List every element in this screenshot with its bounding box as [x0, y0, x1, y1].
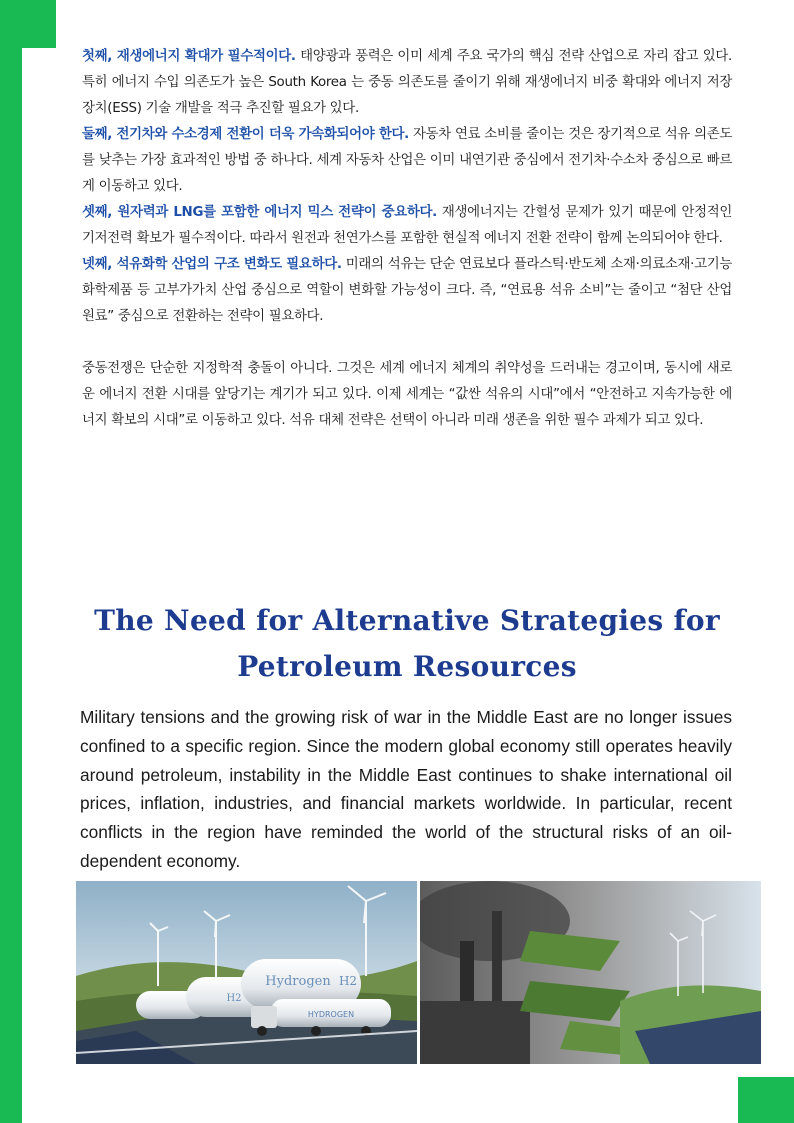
- paragraph-text: 재생에너지는 간헐성 문제가 있기 때문에 안정적인 기저전력 확보가 필수적이다. 따라서 원전과 천연가스를 포함한 현실적 에너지 전환 전략이 함께 논의되어야 한다.: [82, 205, 732, 246]
- paragraph-energy-mix: [82, 200, 732, 252]
- section-title: The Need for Alternative Strategies for Petroleum Resources: [94, 604, 720, 683]
- paragraph-renewable: [82, 44, 732, 122]
- tank-label: Hydrogen: [265, 974, 331, 989]
- korean-section: [82, 44, 732, 434]
- left-accent-bar: [0, 0, 22, 1123]
- english-body-paragraph: Military tensions and the growing risk of war in the Middle East are no longer issues confined to a specific region. Since the modern global economy still operates heavily around petroleum, instability in the Middle East continues to shake international oil prices, inflation, industries, and financial markets worldwide. In particular, recent conflicts in the region have reminded the world of the structural risks of an oil-dependent economy.: [80, 707, 732, 871]
- paragraph-lead: 첫째, 재생에너지 확대가 필수적이다.: [82, 49, 296, 64]
- paragraph-text: 태양광과 풍력은 이미 세계 주요 국가의 핵심 전략 산업으로 자리 잡고 있다. 특히 에너지 수입 의존도가 높은 South Korea 는 중동 의존도를 줄이기 위해 재생에너지 비중 확대와 에너지 저장장치(ESS) 기술 개발을 적극 추진할 필요가 있다.: [82, 49, 732, 116]
- paragraph-lead: 셋째, 원자력과 LNG를 포함한 에너지 믹스 전략이 중요하다.: [82, 205, 437, 220]
- hydrogen-tanks-photo: [76, 881, 417, 1064]
- paragraph-lead: 넷째, 석유화학 산업의 구조 변화도 필요하다.: [82, 257, 342, 272]
- tank-label: H2: [226, 993, 242, 1004]
- paragraph-text: 미래의 석유는 단순 연료보다 플라스틱·반도체 소재·의료소재·고기능 화학제품 등 고부가가치 산업 중심으로 역할이 변화할 가능성이 크다. 즉, “연료용 석유 소비”는 줄이고 “첨단 산업 원료” 중심으로 전환하는 전략이 필요하다.: [82, 257, 732, 324]
- paragraph-ev-hydrogen: [82, 122, 732, 200]
- tank-label: H2: [338, 974, 358, 988]
- energy-transition-photo: [420, 881, 761, 1064]
- paragraph-petrochemical: [82, 252, 732, 330]
- closing-paragraph: 중동전쟁은 단순한 지정학적 충돌이 아니다. 그것은 세계 에너지 체계의 취약성을 드러내는 경고이며, 동시에 새로운 에너지 전환 시대를 앞당기는 계기가 되고 있다. 이제 세계는 “값싼 석유의 시대”에서 “안전하고 지속가능한 에너지 확보의 시대”로 이동하고 있다. 석유 대체 전략은 선택이 아니라 미래 생존을 위한 필수 과제가 되고 있다.: [82, 361, 732, 428]
- paragraph-lead: 둘째, 전기차와 수소경제 전환이 더욱 가속화되어야 한다.: [82, 127, 409, 142]
- bottom-right-accent-block: [738, 1077, 794, 1123]
- top-left-accent-block: [0, 0, 56, 48]
- paragraph-text: 자동차 연료 소비를 줄이는 것은 장기적으로 석유 의존도를 낮추는 가장 효과적인 방법 중 하나다. 세계 자동차 산업은 이미 내연기관 중심에서 전기차·수소차 중심으로 빠르게 이동하고 있다.: [82, 127, 733, 194]
- truck-label: HYDROGEN: [307, 1010, 355, 1019]
